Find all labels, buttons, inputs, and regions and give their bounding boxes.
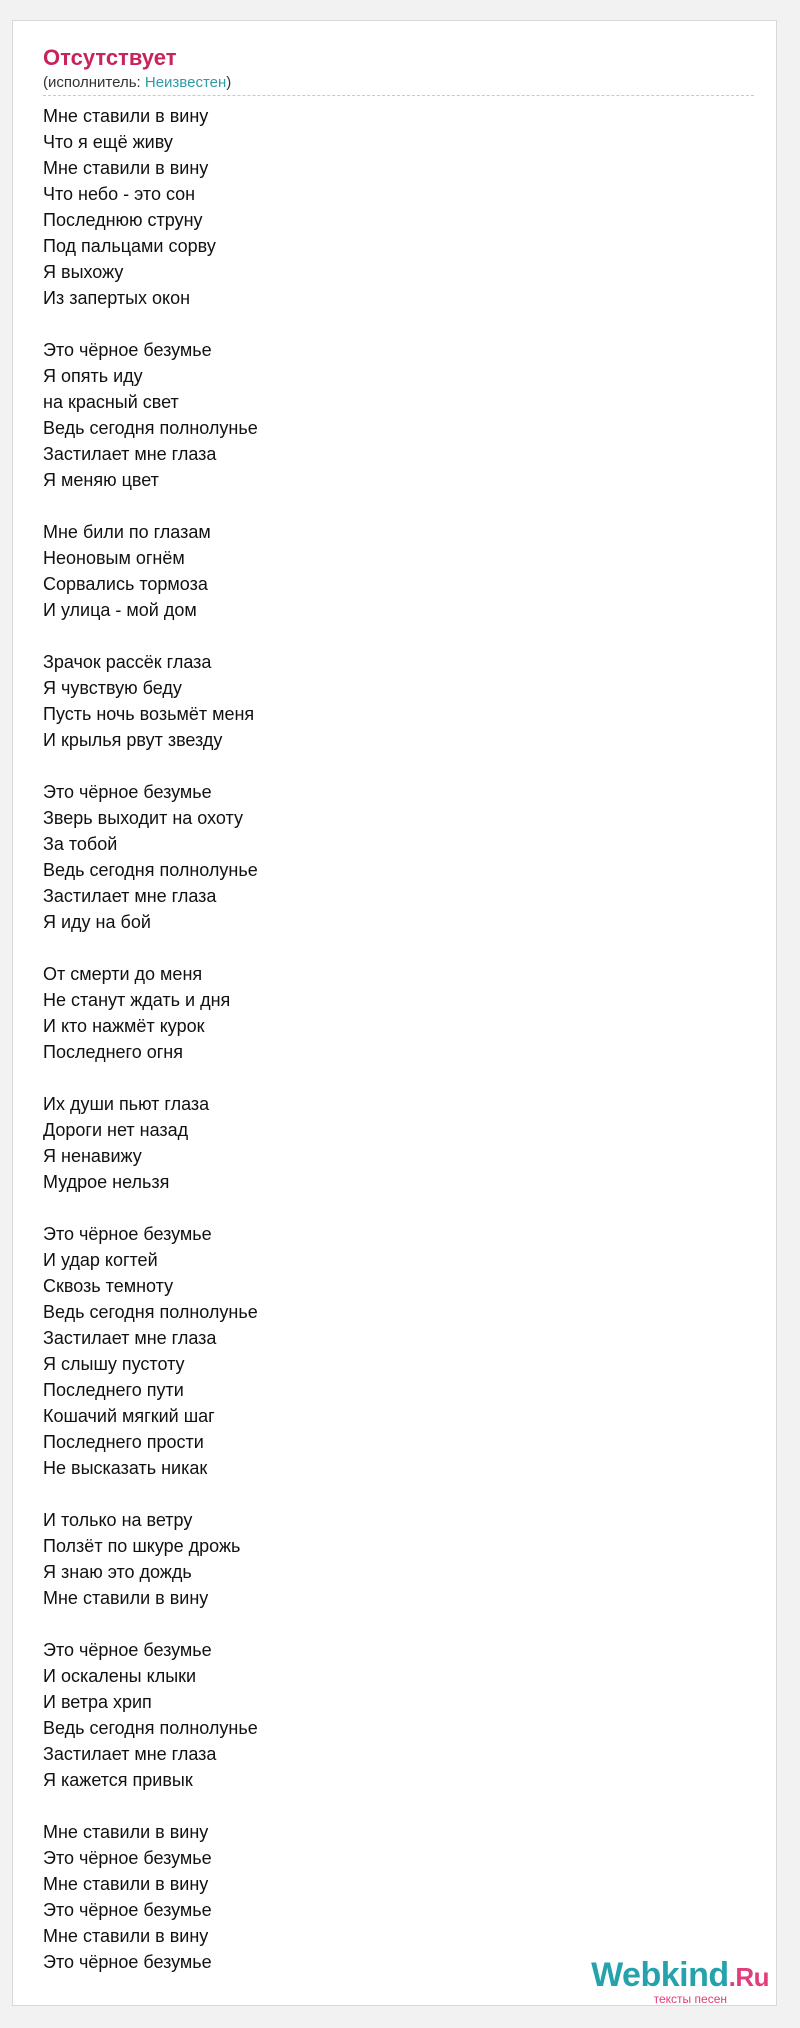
lyrics-text (43, 103, 258, 1975)
lyrics-stanza (43, 1507, 258, 1611)
lyrics-stanza (43, 649, 258, 753)
lyrics-line: И улица - мой дом (43, 600, 197, 620)
lyrics-line: Последнего прости (43, 1432, 204, 1452)
lyrics-line: Мне ставили в вину (43, 1822, 209, 1842)
lyrics-stanza (43, 779, 258, 935)
lyrics-line: Мне ставили в вину (43, 1588, 209, 1608)
lyrics-line: За тобой (43, 834, 118, 854)
lyrics-line: Последнего пути (43, 1380, 184, 1400)
lyrics-line: Мне ставили в вину (43, 158, 209, 178)
lyrics-line: И оскалены клыки (43, 1666, 197, 1686)
lyrics-line: От смерти до меня (43, 964, 203, 984)
lyrics-line: Дороги нет назад (43, 1120, 189, 1140)
lyrics-line: Сквозь темноту (43, 1276, 174, 1296)
lyrics-line: Не высказать никак (43, 1458, 208, 1478)
lyrics-line: Последнего огня (43, 1042, 183, 1062)
lyrics-line: Ведь сегодня полнолунье (43, 860, 258, 880)
logo-suffix-text: .Ru (728, 1962, 769, 1992)
lyrics-stanza (43, 337, 258, 493)
song-header (43, 43, 754, 96)
lyrics-line: И удар когтей (43, 1250, 158, 1270)
lyrics-stanza (43, 1637, 258, 1793)
lyrics-stanza (43, 1819, 258, 1975)
lyrics-line: Я чувствую беду (43, 678, 182, 698)
lyrics-line: Зверь выходит на охоту (43, 808, 243, 828)
lyrics-line: Неоновым огнём (43, 548, 185, 568)
lyrics-line: Это чёрное безумье (43, 1640, 212, 1660)
lyrics-line: Застилает мне глаза (43, 1328, 217, 1348)
lyrics-line: И крылья рвут звезду (43, 730, 223, 750)
artist-prefix: (исполнитель: (43, 74, 145, 91)
song-title: Отсутствует (43, 45, 177, 70)
lyrics-line: И только на ветру (43, 1510, 193, 1530)
lyrics-line: Это чёрное безумье (43, 782, 212, 802)
lyrics-line: на красный свет (43, 392, 179, 412)
lyrics-line: Я опять иду (43, 366, 143, 386)
lyrics-line: Кошачий мягкий шаг (43, 1406, 215, 1426)
lyrics-line: Ведь сегодня полнолунье (43, 418, 258, 438)
lyrics-line: Мне ставили в вину (43, 1926, 209, 1946)
lyrics-line: Из запертых окон (43, 288, 191, 308)
lyrics-line: Под пальцами сорву (43, 236, 216, 256)
lyrics-line: Мне били по глазам (43, 522, 211, 542)
lyrics-card (12, 20, 777, 2006)
lyrics-line: Что я ещё живу (43, 132, 173, 152)
lyrics-line: Застилает мне глаза (43, 886, 217, 906)
artist-link[interactable]: Неизвестен (144, 74, 227, 91)
lyrics-stanza (43, 103, 258, 311)
lyrics-line: Мне ставили в вину (43, 106, 209, 126)
lyrics-line: Застилает мне глаза (43, 1744, 217, 1764)
lyrics-stanza (43, 519, 258, 623)
lyrics-line: Пусть ночь возьмёт меня (43, 704, 255, 724)
lyrics-stanza (43, 1091, 258, 1195)
lyrics-stanza (43, 961, 258, 1065)
logo-main-text: Webkind (591, 1956, 729, 1994)
lyrics-line: Застилает мне глаза (43, 444, 217, 464)
lyrics-line: Я иду на бой (43, 912, 151, 932)
lyrics-line: Я меняю цвет (43, 470, 159, 490)
lyrics-line: Это чёрное безумье (43, 340, 212, 360)
lyrics-line: Что небо - это сон (43, 184, 196, 204)
lyrics-line: И ветра хрип (43, 1692, 152, 1712)
lyrics-line: Сорвались тормоза (43, 574, 208, 594)
lyrics-line: Я знаю это дождь (43, 1562, 192, 1582)
lyrics-line: Я выхожу (43, 262, 124, 282)
lyrics-stanza (43, 1221, 258, 1481)
site-logo[interactable] (591, 1956, 769, 2006)
lyrics-line: Ползёт по шкуре дрожь (43, 1536, 241, 1556)
logo-tagline: тексты песен (653, 1992, 727, 2006)
artist-line (43, 73, 754, 93)
artist-suffix: ) (226, 74, 232, 91)
lyrics-line: Это чёрное безумье (43, 1224, 212, 1244)
lyrics-line: Не станут ждать и дня (43, 990, 231, 1010)
lyrics-line: И кто нажмёт курок (43, 1016, 205, 1036)
lyrics-line: Это чёрное безумье (43, 1848, 212, 1868)
lyrics-line: Последнюю струну (43, 210, 203, 230)
lyrics-line: Я ненавижу (43, 1146, 142, 1166)
lyrics-line: Это чёрное безумье (43, 1952, 212, 1972)
lyrics-line: Я кажется привык (43, 1770, 193, 1790)
lyrics-line: Это чёрное безумье (43, 1900, 212, 1920)
lyrics-line: Зрачок рассёк глаза (43, 652, 212, 672)
lyrics-line: Я слышу пустоту (43, 1354, 185, 1374)
lyrics-line: Ведь сегодня полнолунье (43, 1302, 258, 1322)
lyrics-line: Их души пьют глаза (43, 1094, 210, 1114)
lyrics-line: Мудрое нельзя (43, 1172, 170, 1192)
lyrics-line: Ведь сегодня полнолунье (43, 1718, 258, 1738)
lyrics-line: Мне ставили в вину (43, 1874, 209, 1894)
